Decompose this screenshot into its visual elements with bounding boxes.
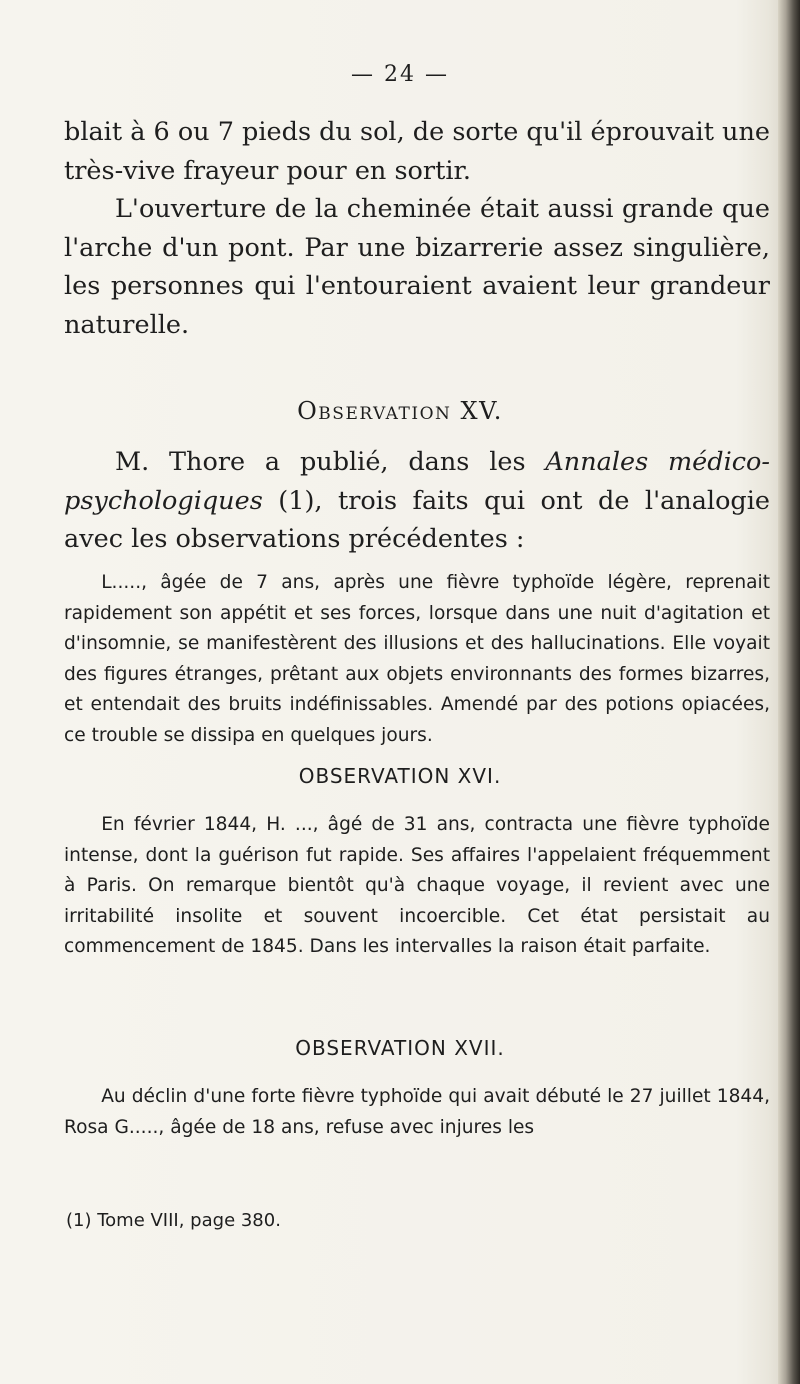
observation-xv-text-after: (1), trois faits qui ont de l'analogie avec les observations précédentes : — [64, 485, 770, 554]
observation-xv-text-before: M. Thore a publié, dans les — [115, 447, 546, 477]
page-edge-shadow — [778, 0, 800, 1384]
observation-xv-case — [64, 568, 770, 752]
intro-paragraph-1: blait à 6 ou 7 pieds du sol, de sorte qu'il éprouvait une très-vive frayeur pour en sortir. — [64, 117, 770, 186]
observation-xv-case-text: L....., âgée de 7 ans, après une fièvre typhoïde légère, reprenait rapidement son appétit et ses forces, lorsque dans une nuit d'agitation et d'insomnie, se manifestèrent des illusions et des hallucinations. Elle voyait des figures étranges, prêtant aux objets environnants des formes bizarres, et entendait des bruits indéfinissables. Amendé par des potions opiacées, ce trouble se dissipa en quelques jours. — [64, 572, 770, 746]
intro-paragraph-2: L'ouverture de la cheminée était aussi grande que l'arche d'un pont. Par une bizarrerie assez singulière, les personnes qui l'entouraient avaient leur grandeur naturelle. — [64, 194, 770, 340]
observation-xv-paragraph — [64, 443, 770, 559]
observation-xv-heading: Observation XV. — [297, 397, 503, 425]
observation-xvi-body — [64, 810, 770, 963]
footnote: (1) Tome VIII, page 380. — [66, 1210, 281, 1231]
intro-text — [64, 113, 770, 344]
observation-xv-intro — [64, 443, 770, 559]
observation-xvi-heading: OBSERVATION XVI. — [298, 764, 502, 788]
observation-xvii-text: Au déclin d'une forte fièvre typhoïde qui avait débuté le 27 juillet 1844, Rosa G....., âgée de 18 ans, refuse avec injures les — [64, 1086, 770, 1138]
journal-title: Annales médico-psychologiques — [64, 447, 770, 516]
observation-xvi-text: En février 1844, H. ..., âgé de 31 ans, contracta une fièvre typhoïde intense, dont la guérison fut rapide. Ses affaires l'appelaient fréquemment à Paris. On remarque bientôt qu'à chaque voyage, il revient avec une irritabilité insolite et souvent incoercible. Cet état persistait au commencement de 1845. Dans les intervalles la raison était parfaite. — [64, 814, 770, 958]
page-number: — 24 — — [351, 62, 449, 87]
observation-xvii-heading: OBSERVATION XVII. — [295, 1036, 505, 1060]
observation-xvii-body — [64, 1082, 770, 1143]
